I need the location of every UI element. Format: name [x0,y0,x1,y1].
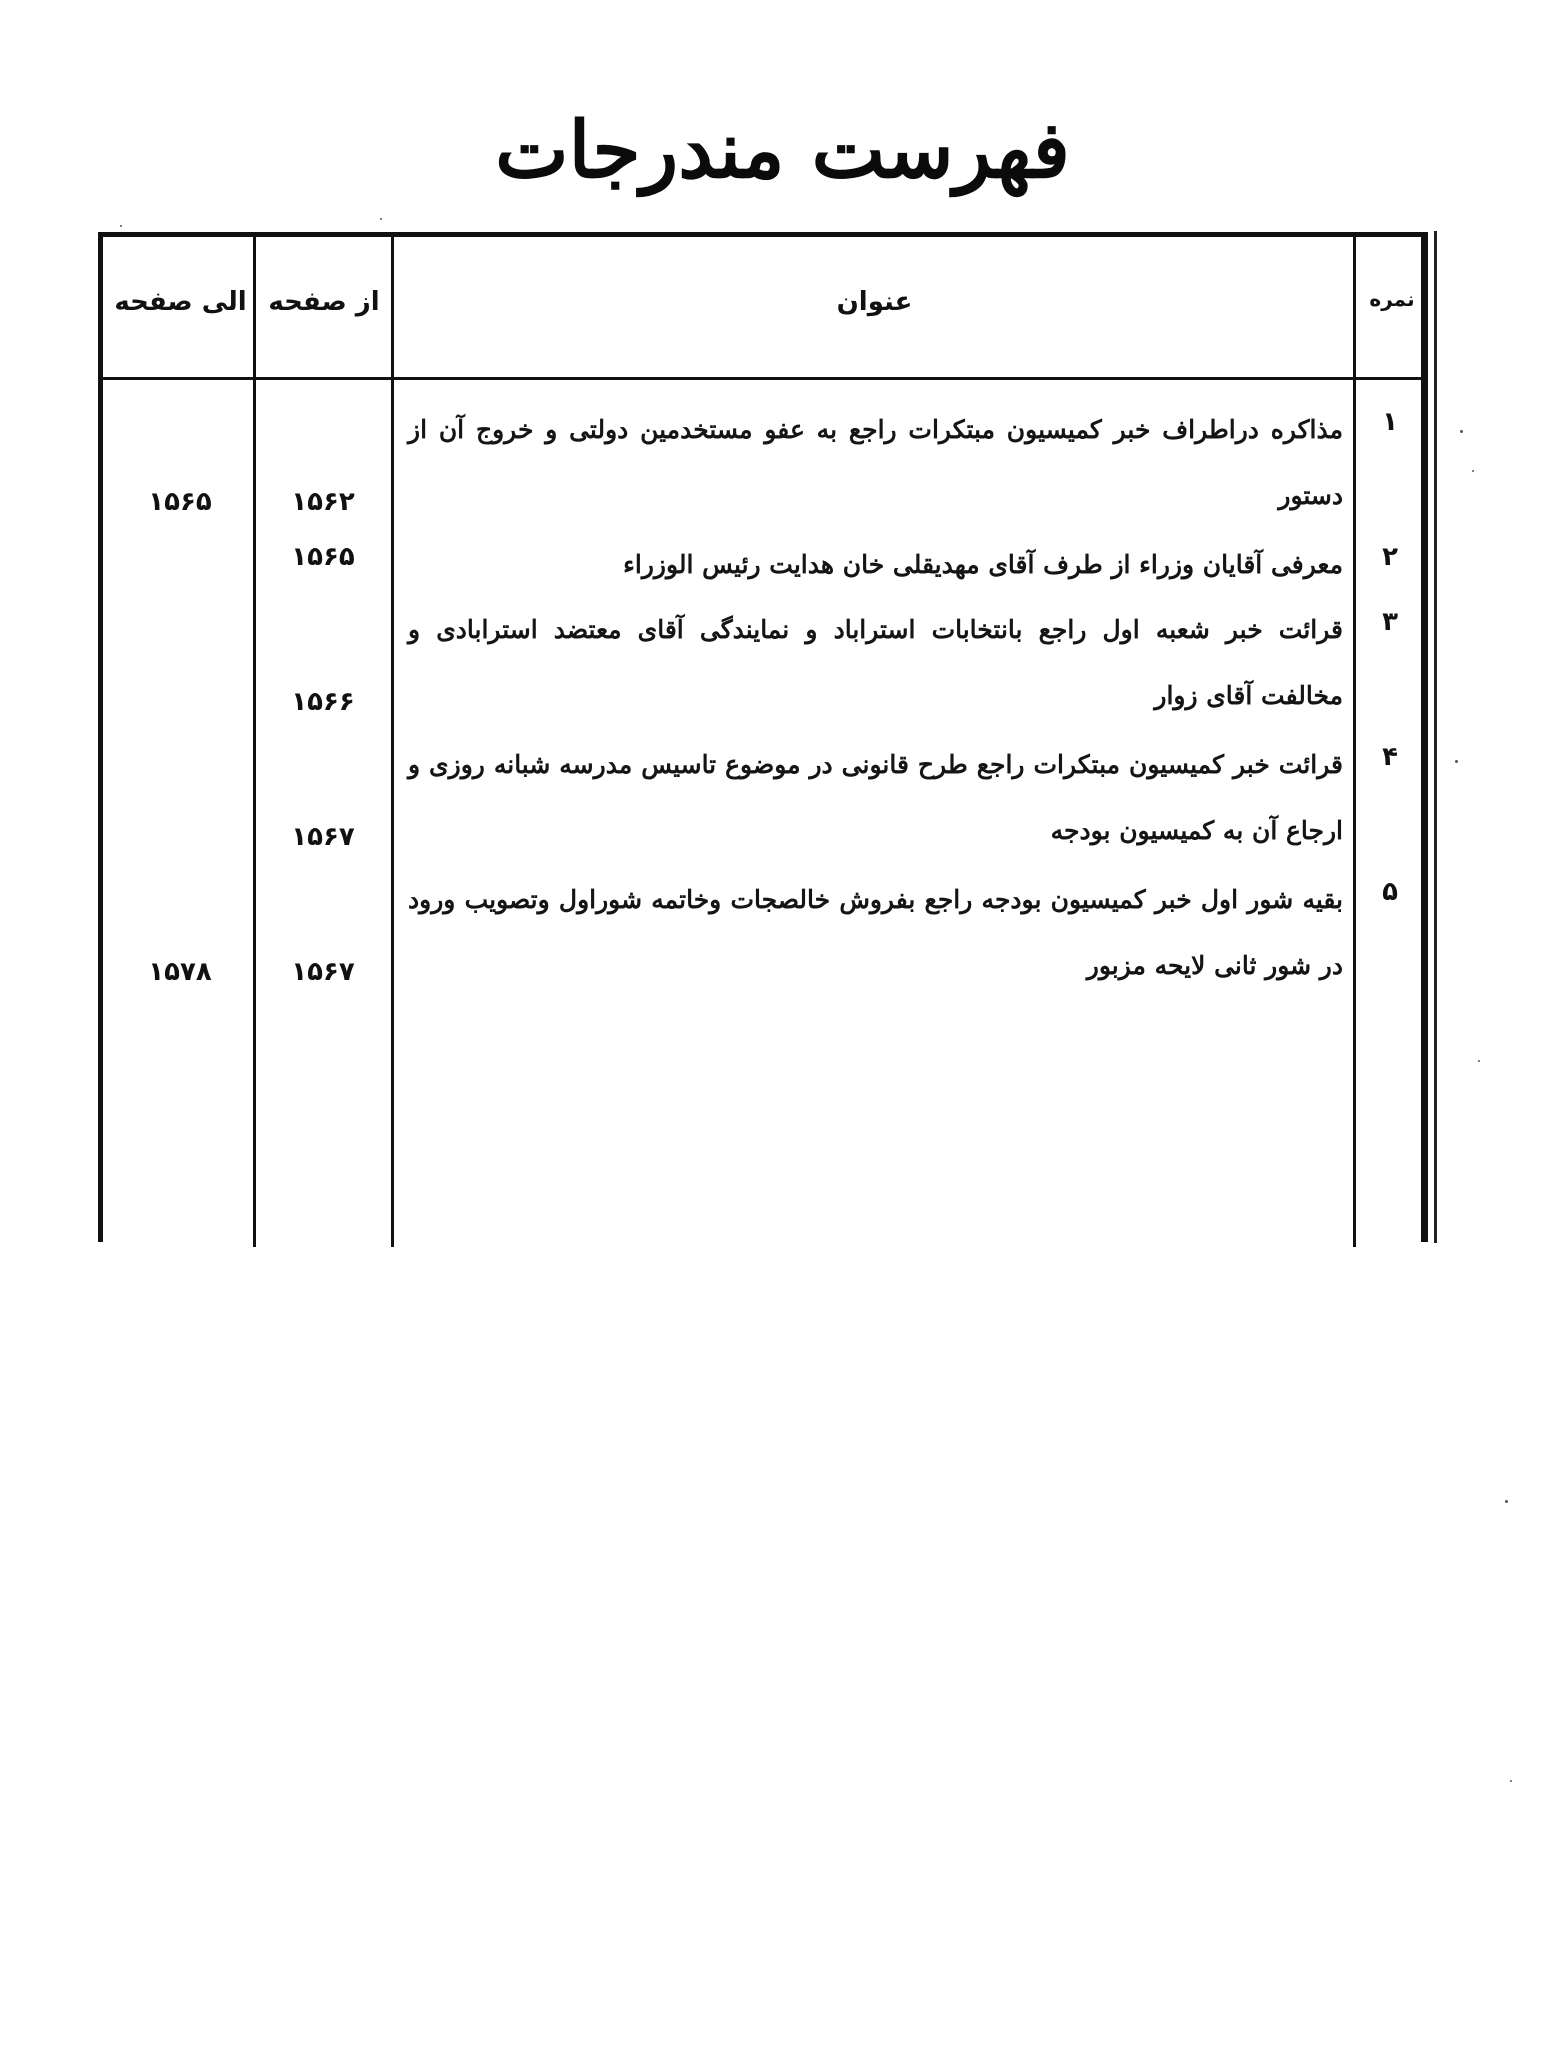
row-number: ۵ [1382,877,1398,907]
row-number: ۴ [1382,742,1398,772]
scan-speck [1505,1500,1508,1503]
row-number: ۲ [1382,542,1398,572]
contents-table [98,232,1428,1242]
scan-speck [1472,470,1474,472]
header-number: نمره [1369,287,1415,311]
row-number: ۱ [1382,407,1398,437]
row-from-page: ۱۵۶۲ [291,487,355,517]
header-subject: عنوان [836,287,913,317]
row-subject: مذاکره دراطراف خبر کمیسیون مبتکرات راجع به عفو مستخدمین دولتی و خروج آن از دستور [408,415,1343,510]
row-subject: قرائت خبر کمیسیون مبتکرات راجع طرح قانونی در موضوع تاسیس مدرسه شبانه روزی و ارجاع آن به کمیسیون بودجه [408,750,1343,845]
page-title: فهرست مندرجات [495,105,1070,196]
row-from-page: ۱۵۶۶ [291,687,355,717]
row-to-page: ۱۵۶۵ [148,487,212,517]
row-subject: قرائت خبر شعبه اول راجع بانتخابات استراباد و نمایندگی آقای معتضد استرابادی و مخالفت آقای زوار [408,615,1343,710]
scan-speck [380,218,382,220]
scan-speck [1455,760,1458,763]
column-divider [391,237,394,1247]
scan-speck [1510,1780,1512,1782]
header-from-page: از صفحه [268,287,380,317]
scan-speck [120,225,122,227]
column-divider [253,237,256,1247]
row-from-page: ۱۵۶۷ [291,957,355,987]
row-to-page: ۱۵۷۸ [148,957,212,987]
header-divider [103,377,1421,380]
row-number: ۳ [1382,607,1398,637]
row-from-page: ۱۵۶۵ [291,542,355,572]
row-subject: بقیه شور اول خبر کمیسیون بودجه راجع بفروش خالصجات وخاتمه شوراول وتصویب ورود در شور ثانی لایحه مزبور [408,885,1343,980]
column-divider [1353,237,1356,1247]
row-subject: معرفی آقایان وزراء از طرف آقای مهدیقلی خان هدایت رئیس الوزراء [623,550,1343,579]
header-to-page: الی صفحه [114,287,247,317]
scan-speck [1478,1060,1480,1062]
row-from-page: ۱۵۶۷ [291,822,355,852]
scan-speck [1460,430,1463,433]
